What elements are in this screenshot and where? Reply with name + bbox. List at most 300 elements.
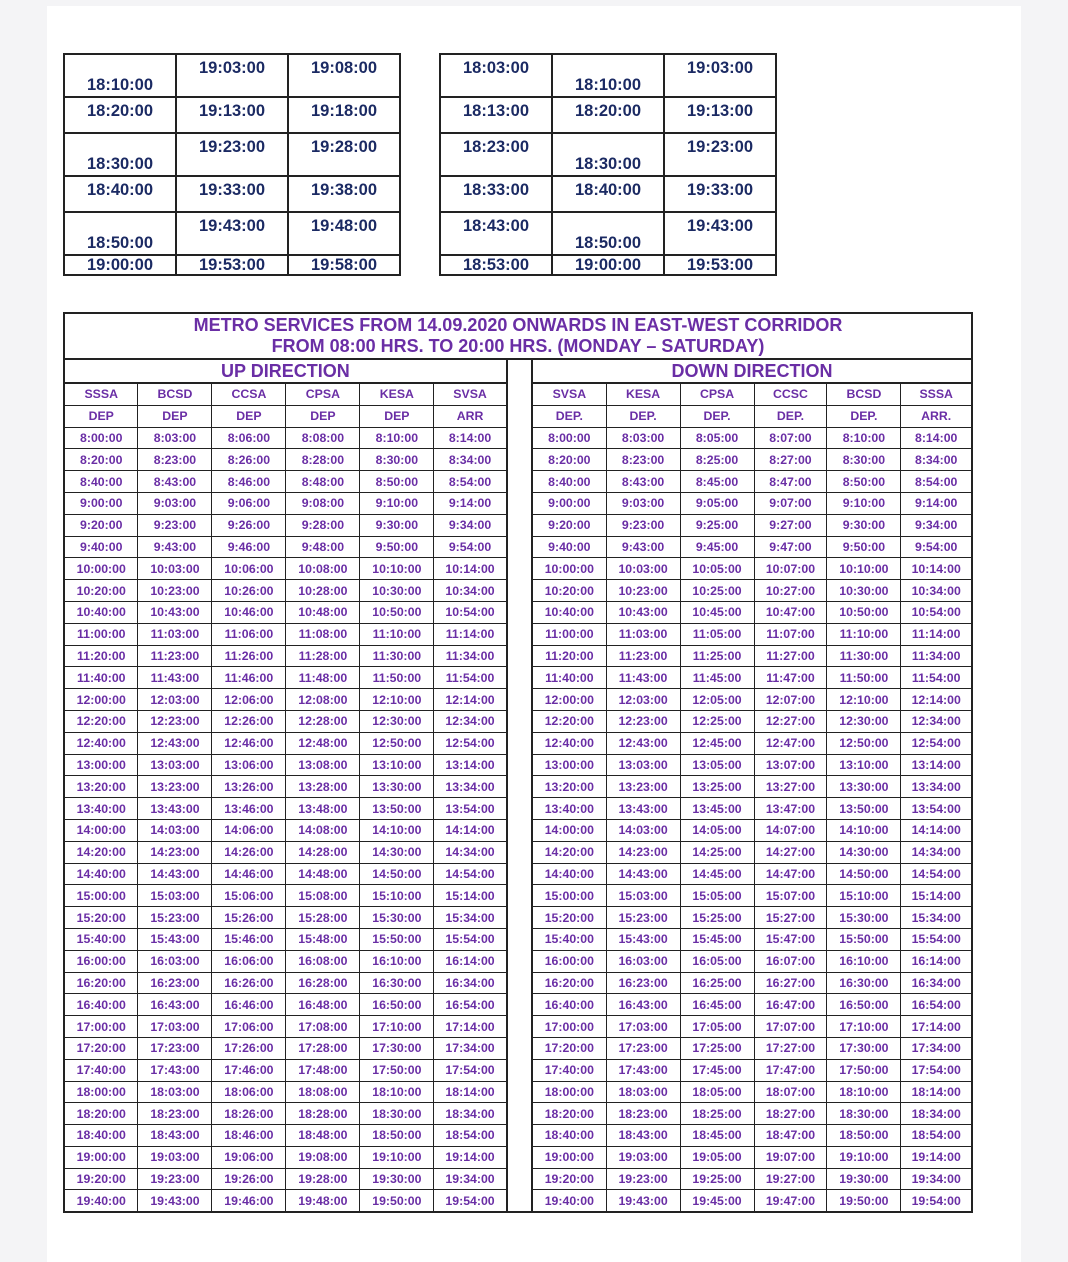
up-time-cell: 14:48:00 bbox=[286, 863, 360, 885]
table-row bbox=[64, 601, 972, 623]
up-time-cell: 10:00:00 bbox=[64, 558, 138, 580]
down-time-cell: 19:47:00 bbox=[754, 1190, 827, 1212]
up-time-cell: 9:28:00 bbox=[286, 514, 360, 536]
up-time-cell: 12:10:00 bbox=[360, 689, 434, 711]
column-gap bbox=[507, 710, 532, 732]
down-time-cell: 19:20:00 bbox=[532, 1168, 606, 1190]
up-type-header: DEP bbox=[286, 405, 360, 427]
up-time-cell: 15:28:00 bbox=[286, 907, 360, 929]
table-cell: 19:08:00 bbox=[288, 54, 400, 97]
up-time-cell: 17:06:00 bbox=[212, 1016, 286, 1038]
up-time-cell: 16:34:00 bbox=[434, 972, 507, 994]
down-time-cell: 13:25:00 bbox=[680, 776, 754, 798]
up-time-cell: 13:23:00 bbox=[138, 776, 212, 798]
up-time-cell: 13:28:00 bbox=[286, 776, 360, 798]
down-time-cell: 17:30:00 bbox=[827, 1037, 901, 1059]
up-time-cell: 10:50:00 bbox=[360, 601, 434, 623]
up-time-cell: 16:20:00 bbox=[64, 972, 138, 994]
down-time-cell: 15:07:00 bbox=[754, 885, 827, 907]
down-time-cell: 19:05:00 bbox=[680, 1146, 754, 1168]
title-row bbox=[64, 313, 972, 359]
down-time-cell: 12:43:00 bbox=[606, 732, 680, 754]
down-time-cell: 15:54:00 bbox=[901, 928, 972, 950]
up-time-cell: 10:14:00 bbox=[434, 558, 507, 580]
down-time-cell: 12:20:00 bbox=[532, 710, 606, 732]
up-time-cell: 15:20:00 bbox=[64, 907, 138, 929]
down-time-cell: 19:03:00 bbox=[606, 1146, 680, 1168]
table-row bbox=[64, 449, 972, 471]
down-time-cell: 11:27:00 bbox=[754, 645, 827, 667]
up-time-cell: 10:34:00 bbox=[434, 580, 507, 602]
up-time-cell: 11:26:00 bbox=[212, 645, 286, 667]
down-time-cell: 15:45:00 bbox=[680, 928, 754, 950]
up-time-cell: 8:40:00 bbox=[64, 471, 138, 493]
table-row bbox=[64, 1037, 972, 1059]
table-row bbox=[64, 994, 972, 1016]
down-time-cell: 9:05:00 bbox=[680, 492, 754, 514]
up-time-cell: 16:28:00 bbox=[286, 972, 360, 994]
up-time-cell: 17:10:00 bbox=[360, 1016, 434, 1038]
down-time-cell: 15:27:00 bbox=[754, 907, 827, 929]
up-time-cell: 10:08:00 bbox=[286, 558, 360, 580]
column-gap bbox=[507, 907, 532, 929]
up-time-cell: 14:06:00 bbox=[212, 819, 286, 841]
table-cell: 19:23:00 bbox=[176, 133, 288, 176]
down-time-cell: 18:43:00 bbox=[606, 1125, 680, 1147]
table-cell: 18:53:00 bbox=[440, 255, 552, 275]
up-time-cell: 12:34:00 bbox=[434, 710, 507, 732]
down-time-cell: 11:47:00 bbox=[754, 667, 827, 689]
down-time-cell: 14:27:00 bbox=[754, 841, 827, 863]
up-time-cell: 11:00:00 bbox=[64, 623, 138, 645]
table-row bbox=[64, 558, 972, 580]
down-time-cell: 8:10:00 bbox=[827, 427, 901, 449]
up-time-cell: 19:26:00 bbox=[212, 1168, 286, 1190]
top-right-timetable bbox=[439, 53, 777, 276]
up-time-cell: 9:06:00 bbox=[212, 492, 286, 514]
down-time-cell: 16:47:00 bbox=[754, 994, 827, 1016]
table-cell: 18:50:00 bbox=[64, 212, 176, 255]
down-time-cell: 10:23:00 bbox=[606, 580, 680, 602]
down-time-cell: 13:20:00 bbox=[532, 776, 606, 798]
down-time-cell: 18:34:00 bbox=[901, 1103, 972, 1125]
down-time-cell: 19:50:00 bbox=[827, 1190, 901, 1212]
table-cell: 19:33:00 bbox=[176, 176, 288, 212]
down-time-cell: 11:14:00 bbox=[901, 623, 972, 645]
down-time-cell: 16:23:00 bbox=[606, 972, 680, 994]
up-time-cell: 13:26:00 bbox=[212, 776, 286, 798]
down-time-cell: 14:07:00 bbox=[754, 819, 827, 841]
down-time-cell: 11:30:00 bbox=[827, 645, 901, 667]
column-gap bbox=[507, 514, 532, 536]
up-time-cell: 8:23:00 bbox=[138, 449, 212, 471]
column-gap bbox=[507, 623, 532, 645]
table-cell: 18:30:00 bbox=[64, 133, 176, 176]
table-cell: 18:23:00 bbox=[440, 133, 552, 176]
down-time-cell: 15:40:00 bbox=[532, 928, 606, 950]
down-time-cell: 9:20:00 bbox=[532, 514, 606, 536]
down-time-cell: 12:10:00 bbox=[827, 689, 901, 711]
down-time-cell: 18:47:00 bbox=[754, 1125, 827, 1147]
down-time-cell: 17:34:00 bbox=[901, 1037, 972, 1059]
table-row bbox=[64, 907, 972, 929]
column-gap bbox=[507, 1081, 532, 1103]
up-time-cell: 17:03:00 bbox=[138, 1016, 212, 1038]
down-time-cell: 9:54:00 bbox=[901, 536, 972, 558]
column-gap bbox=[507, 819, 532, 841]
down-time-cell: 15:03:00 bbox=[606, 885, 680, 907]
column-gap bbox=[507, 732, 532, 754]
down-time-cell: 11:05:00 bbox=[680, 623, 754, 645]
down-time-cell: 16:34:00 bbox=[901, 972, 972, 994]
down-time-cell: 11:54:00 bbox=[901, 667, 972, 689]
down-time-cell: 13:23:00 bbox=[606, 776, 680, 798]
down-time-cell: 8:47:00 bbox=[754, 471, 827, 493]
table-row bbox=[64, 950, 972, 972]
down-time-cell: 18:14:00 bbox=[901, 1081, 972, 1103]
table-row bbox=[440, 255, 776, 275]
up-time-cell: 13:14:00 bbox=[434, 754, 507, 776]
up-time-cell: 12:20:00 bbox=[64, 710, 138, 732]
down-time-cell: 8:03:00 bbox=[606, 427, 680, 449]
up-time-cell: 13:03:00 bbox=[138, 754, 212, 776]
down-time-cell: 14:47:00 bbox=[754, 863, 827, 885]
column-gap bbox=[507, 994, 532, 1016]
up-time-cell: 8:54:00 bbox=[434, 471, 507, 493]
down-time-cell: 19:10:00 bbox=[827, 1146, 901, 1168]
table-row bbox=[64, 1168, 972, 1190]
table-row bbox=[64, 623, 972, 645]
down-time-cell: 12:00:00 bbox=[532, 689, 606, 711]
down-time-cell: 19:23:00 bbox=[606, 1168, 680, 1190]
down-time-cell: 10:30:00 bbox=[827, 580, 901, 602]
column-gap bbox=[507, 558, 532, 580]
table-row bbox=[64, 754, 972, 776]
up-time-cell: 19:08:00 bbox=[286, 1146, 360, 1168]
table-row bbox=[64, 514, 972, 536]
column-gap bbox=[507, 972, 532, 994]
up-time-cell: 17:28:00 bbox=[286, 1037, 360, 1059]
column-gap bbox=[507, 1037, 532, 1059]
up-time-cell: 14:20:00 bbox=[64, 841, 138, 863]
up-time-cell: 14:54:00 bbox=[434, 863, 507, 885]
down-time-cell: 8:40:00 bbox=[532, 471, 606, 493]
down-time-cell: 10:00:00 bbox=[532, 558, 606, 580]
down-time-cell: 14:00:00 bbox=[532, 819, 606, 841]
up-time-cell: 19:28:00 bbox=[286, 1168, 360, 1190]
up-station-header: CCSA bbox=[212, 383, 286, 405]
up-time-cell: 10:54:00 bbox=[434, 601, 507, 623]
down-time-cell: 11:07:00 bbox=[754, 623, 827, 645]
up-time-cell: 17:43:00 bbox=[138, 1059, 212, 1081]
up-time-cell: 8:10:00 bbox=[360, 427, 434, 449]
up-time-cell: 17:48:00 bbox=[286, 1059, 360, 1081]
up-time-cell: 18:20:00 bbox=[64, 1103, 138, 1125]
down-time-cell: 9:10:00 bbox=[827, 492, 901, 514]
up-time-cell: 16:43:00 bbox=[138, 994, 212, 1016]
down-time-cell: 11:43:00 bbox=[606, 667, 680, 689]
down-time-cell: 18:20:00 bbox=[532, 1103, 606, 1125]
table-row bbox=[64, 54, 400, 97]
up-time-cell: 9:26:00 bbox=[212, 514, 286, 536]
station-header-row bbox=[64, 383, 972, 405]
table-row bbox=[64, 710, 972, 732]
up-time-cell: 14:40:00 bbox=[64, 863, 138, 885]
table-cell: 19:53:00 bbox=[176, 255, 288, 275]
down-time-cell: 14:25:00 bbox=[680, 841, 754, 863]
down-time-cell: 15:34:00 bbox=[901, 907, 972, 929]
down-time-cell: 19:25:00 bbox=[680, 1168, 754, 1190]
table-cell: 19:33:00 bbox=[664, 176, 776, 212]
down-time-cell: 13:30:00 bbox=[827, 776, 901, 798]
up-station-header: BCSD bbox=[138, 383, 212, 405]
up-time-cell: 8:00:00 bbox=[64, 427, 138, 449]
table-cell: 19:58:00 bbox=[288, 255, 400, 275]
down-time-cell: 17:10:00 bbox=[827, 1016, 901, 1038]
column-gap bbox=[507, 492, 532, 514]
up-time-cell: 14:26:00 bbox=[212, 841, 286, 863]
table-cell: 19:13:00 bbox=[176, 97, 288, 133]
up-time-cell: 17:30:00 bbox=[360, 1037, 434, 1059]
table-row bbox=[64, 255, 400, 275]
down-time-cell: 9:23:00 bbox=[606, 514, 680, 536]
up-time-cell: 19:50:00 bbox=[360, 1190, 434, 1212]
up-type-header: DEP bbox=[64, 405, 138, 427]
up-time-cell: 8:48:00 bbox=[286, 471, 360, 493]
down-time-cell: 19:40:00 bbox=[532, 1190, 606, 1212]
down-time-cell: 19:14:00 bbox=[901, 1146, 972, 1168]
up-time-cell: 8:46:00 bbox=[212, 471, 286, 493]
down-time-cell: 17:47:00 bbox=[754, 1059, 827, 1081]
down-station-header: BCSD bbox=[827, 383, 901, 405]
up-type-header: DEP bbox=[138, 405, 212, 427]
up-time-cell: 17:46:00 bbox=[212, 1059, 286, 1081]
down-time-cell: 16:54:00 bbox=[901, 994, 972, 1016]
down-time-cell: 17:14:00 bbox=[901, 1016, 972, 1038]
down-time-cell: 17:43:00 bbox=[606, 1059, 680, 1081]
down-time-cell: 16:25:00 bbox=[680, 972, 754, 994]
down-time-cell: 19:07:00 bbox=[754, 1146, 827, 1168]
up-time-cell: 14:10:00 bbox=[360, 819, 434, 841]
table-cell: 18:43:00 bbox=[440, 212, 552, 255]
column-gap bbox=[507, 383, 532, 405]
column-gap bbox=[507, 754, 532, 776]
up-time-cell: 15:34:00 bbox=[434, 907, 507, 929]
up-time-cell: 19:30:00 bbox=[360, 1168, 434, 1190]
down-time-cell: 10:14:00 bbox=[901, 558, 972, 580]
up-time-cell: 18:34:00 bbox=[434, 1103, 507, 1125]
up-time-cell: 15:26:00 bbox=[212, 907, 286, 929]
down-time-cell: 16:30:00 bbox=[827, 972, 901, 994]
up-time-cell: 10:03:00 bbox=[138, 558, 212, 580]
up-time-cell: 10:06:00 bbox=[212, 558, 286, 580]
column-gap bbox=[507, 798, 532, 820]
up-time-cell: 14:30:00 bbox=[360, 841, 434, 863]
down-time-cell: 8:45:00 bbox=[680, 471, 754, 493]
down-time-cell: 11:40:00 bbox=[532, 667, 606, 689]
up-time-cell: 14:28:00 bbox=[286, 841, 360, 863]
down-type-header: DEP. bbox=[532, 405, 606, 427]
column-gap bbox=[507, 776, 532, 798]
up-time-cell: 9:03:00 bbox=[138, 492, 212, 514]
up-time-cell: 17:50:00 bbox=[360, 1059, 434, 1081]
down-time-cell: 13:07:00 bbox=[754, 754, 827, 776]
up-time-cell: 16:26:00 bbox=[212, 972, 286, 994]
down-time-cell: 15:47:00 bbox=[754, 928, 827, 950]
up-time-cell: 13:50:00 bbox=[360, 798, 434, 820]
up-time-cell: 8:20:00 bbox=[64, 449, 138, 471]
table-row bbox=[64, 471, 972, 493]
up-time-cell: 19:20:00 bbox=[64, 1168, 138, 1190]
table-row bbox=[64, 776, 972, 798]
down-time-cell: 14:20:00 bbox=[532, 841, 606, 863]
up-station-header: KESA bbox=[360, 383, 434, 405]
up-time-cell: 13:34:00 bbox=[434, 776, 507, 798]
up-time-cell: 11:48:00 bbox=[286, 667, 360, 689]
down-time-cell: 17:50:00 bbox=[827, 1059, 901, 1081]
column-gap bbox=[507, 427, 532, 449]
up-time-cell: 12:14:00 bbox=[434, 689, 507, 711]
down-time-cell: 15:30:00 bbox=[827, 907, 901, 929]
down-time-cell: 15:05:00 bbox=[680, 885, 754, 907]
down-time-cell: 19:00:00 bbox=[532, 1146, 606, 1168]
down-station-header: KESA bbox=[606, 383, 680, 405]
up-time-cell: 11:06:00 bbox=[212, 623, 286, 645]
up-time-cell: 12:28:00 bbox=[286, 710, 360, 732]
up-time-cell: 18:46:00 bbox=[212, 1125, 286, 1147]
down-time-cell: 15:14:00 bbox=[901, 885, 972, 907]
up-time-cell: 12:26:00 bbox=[212, 710, 286, 732]
down-time-cell: 17:54:00 bbox=[901, 1059, 972, 1081]
table-cell: 18:50:00 bbox=[552, 212, 664, 255]
up-time-cell: 9:40:00 bbox=[64, 536, 138, 558]
down-time-cell: 13:50:00 bbox=[827, 798, 901, 820]
top-left-body bbox=[64, 54, 400, 275]
up-time-cell: 19:34:00 bbox=[434, 1168, 507, 1190]
up-time-cell: 9:23:00 bbox=[138, 514, 212, 536]
column-gap bbox=[507, 1190, 532, 1212]
up-time-cell: 18:06:00 bbox=[212, 1081, 286, 1103]
up-time-cell: 19:14:00 bbox=[434, 1146, 507, 1168]
up-time-cell: 15:08:00 bbox=[286, 885, 360, 907]
down-time-cell: 15:50:00 bbox=[827, 928, 901, 950]
down-time-cell: 12:50:00 bbox=[827, 732, 901, 754]
table-cell: 18:33:00 bbox=[440, 176, 552, 212]
table-row bbox=[64, 667, 972, 689]
up-time-cell: 14:43:00 bbox=[138, 863, 212, 885]
up-time-cell: 16:14:00 bbox=[434, 950, 507, 972]
up-time-cell: 13:20:00 bbox=[64, 776, 138, 798]
column-gap bbox=[507, 645, 532, 667]
table-row bbox=[64, 176, 400, 212]
down-time-cell: 18:27:00 bbox=[754, 1103, 827, 1125]
up-time-cell: 17:34:00 bbox=[434, 1037, 507, 1059]
up-time-cell: 11:40:00 bbox=[64, 667, 138, 689]
up-time-cell: 13:48:00 bbox=[286, 798, 360, 820]
up-time-cell: 16:46:00 bbox=[212, 994, 286, 1016]
up-time-cell: 11:23:00 bbox=[138, 645, 212, 667]
up-time-cell: 14:34:00 bbox=[434, 841, 507, 863]
down-time-cell: 12:23:00 bbox=[606, 710, 680, 732]
down-time-cell: 11:20:00 bbox=[532, 645, 606, 667]
up-time-cell: 8:34:00 bbox=[434, 449, 507, 471]
table-row bbox=[64, 1016, 972, 1038]
up-time-cell: 14:14:00 bbox=[434, 819, 507, 841]
up-time-cell: 14:00:00 bbox=[64, 819, 138, 841]
down-time-cell: 14:05:00 bbox=[680, 819, 754, 841]
up-time-cell: 11:46:00 bbox=[212, 667, 286, 689]
down-time-cell: 17:27:00 bbox=[754, 1037, 827, 1059]
down-time-cell: 10:34:00 bbox=[901, 580, 972, 602]
up-time-cell: 8:08:00 bbox=[286, 427, 360, 449]
up-time-cell: 15:23:00 bbox=[138, 907, 212, 929]
up-time-cell: 11:34:00 bbox=[434, 645, 507, 667]
up-time-cell: 16:00:00 bbox=[64, 950, 138, 972]
up-time-cell: 17:26:00 bbox=[212, 1037, 286, 1059]
down-type-header: DEP. bbox=[827, 405, 901, 427]
up-station-header: SSSA bbox=[64, 383, 138, 405]
column-gap bbox=[507, 841, 532, 863]
up-time-cell: 13:10:00 bbox=[360, 754, 434, 776]
down-time-cell: 15:25:00 bbox=[680, 907, 754, 929]
down-time-cell: 16:14:00 bbox=[901, 950, 972, 972]
up-time-cell: 9:43:00 bbox=[138, 536, 212, 558]
table-row bbox=[64, 133, 400, 176]
down-time-cell: 11:10:00 bbox=[827, 623, 901, 645]
up-time-cell: 15:48:00 bbox=[286, 928, 360, 950]
column-gap bbox=[507, 580, 532, 602]
column-gap bbox=[507, 471, 532, 493]
up-time-cell: 9:34:00 bbox=[434, 514, 507, 536]
up-time-cell: 14:08:00 bbox=[286, 819, 360, 841]
down-time-cell: 18:07:00 bbox=[754, 1081, 827, 1103]
up-time-cell: 18:14:00 bbox=[434, 1081, 507, 1103]
down-time-cell: 8:14:00 bbox=[901, 427, 972, 449]
down-time-cell: 8:30:00 bbox=[827, 449, 901, 471]
up-time-cell: 17:40:00 bbox=[64, 1059, 138, 1081]
down-time-cell: 19:54:00 bbox=[901, 1190, 972, 1212]
up-time-cell: 12:23:00 bbox=[138, 710, 212, 732]
down-time-cell: 14:45:00 bbox=[680, 863, 754, 885]
table-row bbox=[64, 863, 972, 885]
up-time-cell: 19:46:00 bbox=[212, 1190, 286, 1212]
down-time-cell: 8:20:00 bbox=[532, 449, 606, 471]
table-cell: 19:53:00 bbox=[664, 255, 776, 275]
column-gap bbox=[507, 1103, 532, 1125]
up-time-cell: 14:23:00 bbox=[138, 841, 212, 863]
up-time-cell: 17:20:00 bbox=[64, 1037, 138, 1059]
down-time-cell: 10:54:00 bbox=[901, 601, 972, 623]
up-time-cell: 19:43:00 bbox=[138, 1190, 212, 1212]
up-time-cell: 15:10:00 bbox=[360, 885, 434, 907]
up-station-header: CPSA bbox=[286, 383, 360, 405]
direction-row bbox=[64, 359, 972, 383]
table-row bbox=[64, 1146, 972, 1168]
down-time-cell: 16:27:00 bbox=[754, 972, 827, 994]
table-row bbox=[64, 1059, 972, 1081]
up-time-cell: 16:06:00 bbox=[212, 950, 286, 972]
table-cell: 18:20:00 bbox=[552, 97, 664, 133]
up-time-cell: 18:03:00 bbox=[138, 1081, 212, 1103]
down-time-cell: 12:54:00 bbox=[901, 732, 972, 754]
down-time-cell: 14:34:00 bbox=[901, 841, 972, 863]
table-cell: 18:03:00 bbox=[440, 54, 552, 97]
down-direction-label: DOWN DIRECTION bbox=[532, 359, 972, 383]
up-time-cell: 13:06:00 bbox=[212, 754, 286, 776]
up-time-cell: 17:14:00 bbox=[434, 1016, 507, 1038]
table-row bbox=[64, 1125, 972, 1147]
down-time-cell: 9:27:00 bbox=[754, 514, 827, 536]
